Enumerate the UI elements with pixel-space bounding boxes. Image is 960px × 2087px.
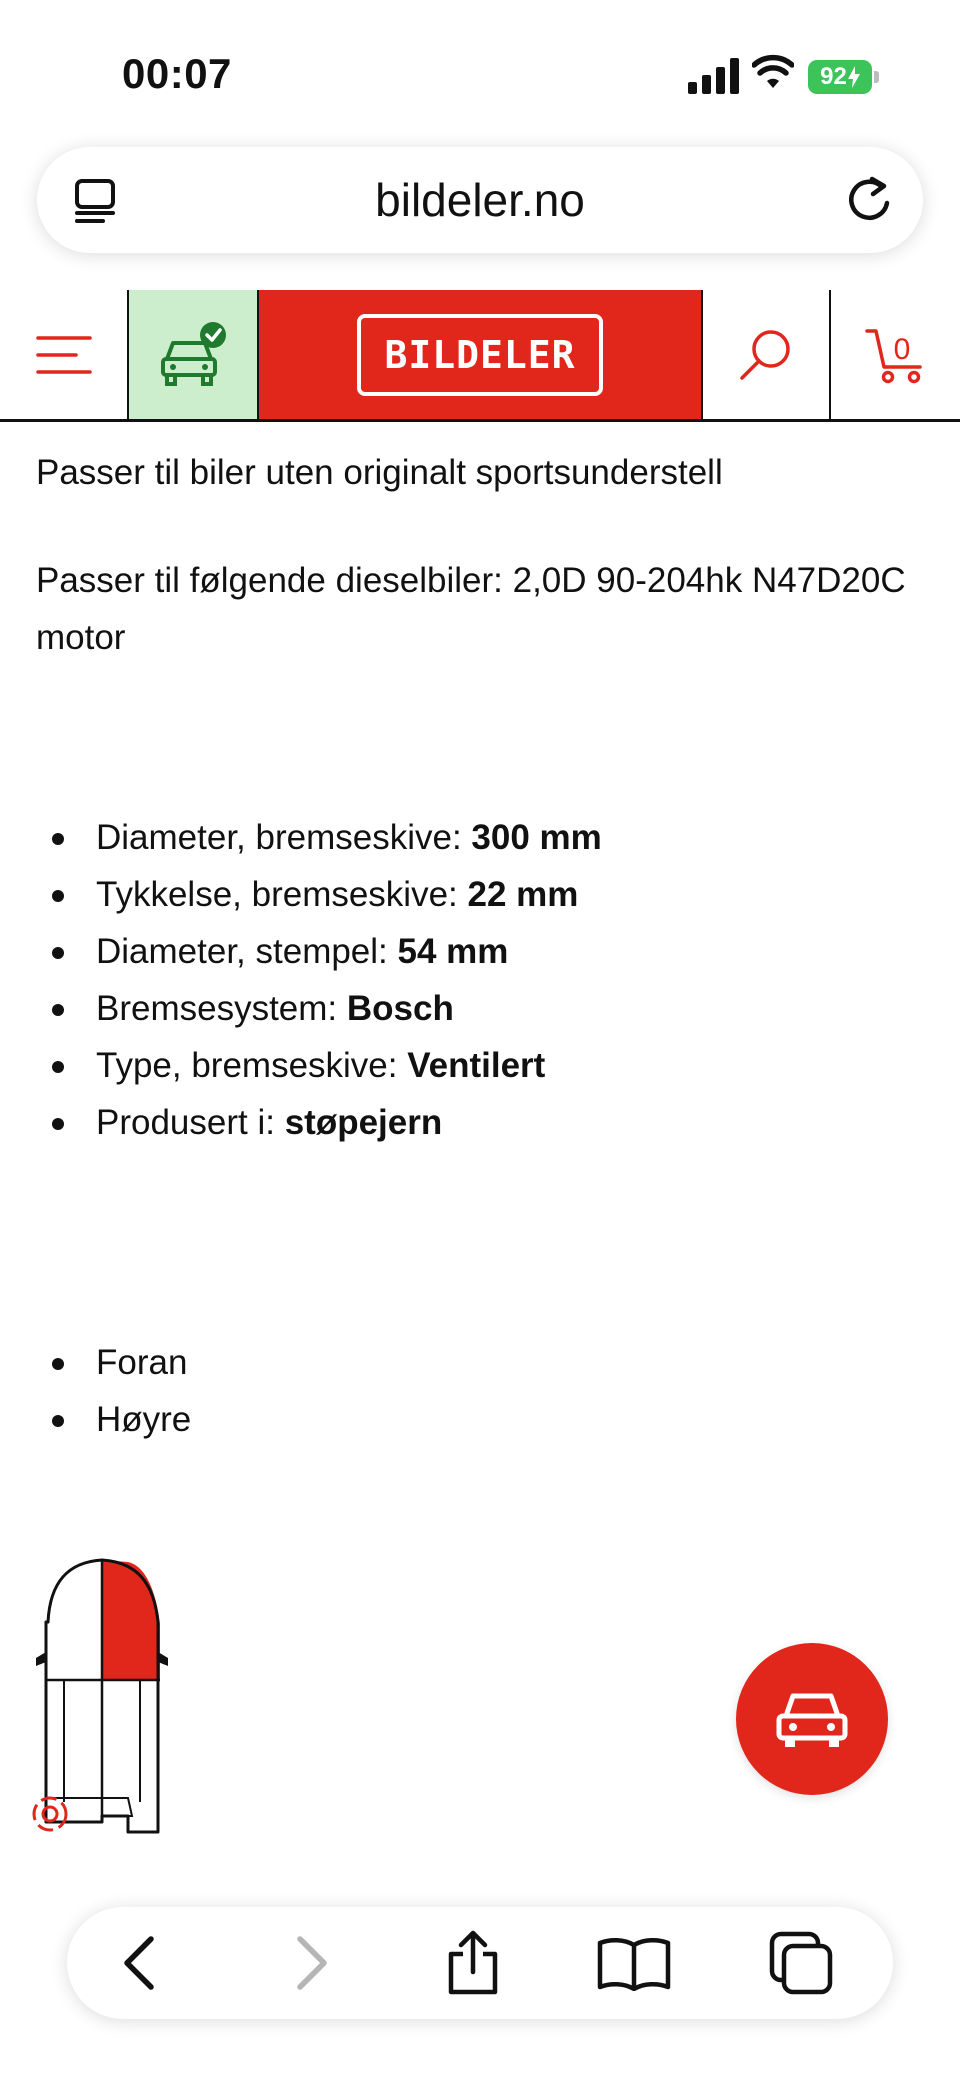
list-item bbox=[36, 866, 916, 923]
charging-bolt-icon bbox=[848, 66, 860, 88]
car-position-diagram bbox=[28, 1552, 176, 1842]
bullet bbox=[52, 833, 64, 845]
share-icon bbox=[443, 1930, 503, 1996]
bullet bbox=[52, 1358, 64, 1370]
brand-bar[interactable] bbox=[259, 290, 701, 419]
url-text[interactable]: bildeler.no bbox=[375, 174, 585, 226]
status-time: 00:07 bbox=[122, 50, 232, 97]
list-item bbox=[36, 1094, 916, 1151]
cart-icon bbox=[864, 323, 928, 387]
forward-icon bbox=[292, 1935, 332, 1991]
description-paragraph: Passer til følgende dieselbiler: 2,0D 90-204hk N47D20C motor bbox=[36, 561, 906, 657]
search-icon bbox=[737, 326, 795, 384]
tabs-button[interactable] bbox=[747, 1907, 857, 2019]
spec-label: Bremsesystem: bbox=[96, 989, 347, 1028]
back-button[interactable] bbox=[84, 1907, 194, 2019]
brand-logo[interactable]: BILDELER bbox=[357, 314, 603, 396]
browser-toolbar bbox=[67, 1907, 893, 2019]
bullet bbox=[52, 1061, 64, 1073]
bullet bbox=[52, 1415, 64, 1427]
vehicle-select-button[interactable] bbox=[736, 1643, 888, 1795]
battery-level: 92 bbox=[820, 63, 847, 90]
reload-icon[interactable] bbox=[842, 173, 896, 227]
list-item bbox=[36, 1334, 916, 1391]
front-right-highlight bbox=[102, 1560, 160, 1680]
list-item bbox=[36, 980, 916, 1037]
my-car-button[interactable] bbox=[127, 290, 259, 419]
address-bar[interactable] bbox=[37, 147, 923, 253]
spec-value: Ventilert bbox=[407, 1046, 546, 1085]
spec-label: Diameter, stempel: bbox=[96, 932, 398, 971]
back-icon bbox=[119, 1935, 159, 1991]
car-check-icon bbox=[157, 321, 229, 389]
position-label: Foran bbox=[96, 1343, 188, 1382]
search-button[interactable] bbox=[701, 290, 829, 419]
site-header bbox=[0, 290, 960, 422]
list-item bbox=[36, 923, 916, 980]
spec-label: Tykkelse, bremseskive: bbox=[96, 875, 468, 914]
list-item bbox=[36, 1391, 916, 1448]
cart-button[interactable] bbox=[829, 290, 960, 419]
position-list bbox=[36, 1334, 916, 1448]
list-item bbox=[36, 809, 916, 866]
bookmarks-button[interactable] bbox=[579, 1907, 689, 2019]
description-paragraph: Passer til biler uten originalt sportsunderstell bbox=[36, 453, 723, 492]
hamburger-icon bbox=[36, 335, 92, 375]
bullet bbox=[52, 1004, 64, 1016]
bullet bbox=[52, 1118, 64, 1130]
bookmarks-icon bbox=[596, 1935, 672, 1991]
forward-button[interactable] bbox=[257, 1907, 367, 2019]
bullet bbox=[52, 890, 64, 902]
position-label: Høyre bbox=[96, 1400, 192, 1439]
signal-icon bbox=[688, 58, 740, 94]
battery-cap bbox=[874, 71, 879, 83]
spec-value: støpejern bbox=[284, 1103, 443, 1142]
share-button[interactable] bbox=[418, 1907, 528, 2019]
car-icon bbox=[774, 1688, 850, 1750]
spec-value: Bosch bbox=[346, 989, 454, 1028]
tabs-icon bbox=[768, 1930, 836, 1996]
menu-button[interactable] bbox=[0, 290, 127, 419]
cart-count: 0 bbox=[893, 332, 910, 366]
spec-list bbox=[36, 809, 916, 1151]
spec-value: 54 mm bbox=[397, 932, 509, 971]
list-item bbox=[36, 1037, 916, 1094]
spec-value: 300 mm bbox=[471, 818, 602, 857]
battery-indicator bbox=[808, 60, 872, 94]
bullet bbox=[52, 947, 64, 959]
spec-value: 22 mm bbox=[467, 875, 579, 914]
wifi-icon bbox=[752, 54, 794, 90]
spec-label: Produsert i: bbox=[96, 1103, 285, 1142]
spec-label: Diameter, bremseskive: bbox=[96, 818, 472, 857]
spec-label: Type, bremseskive: bbox=[96, 1046, 408, 1085]
